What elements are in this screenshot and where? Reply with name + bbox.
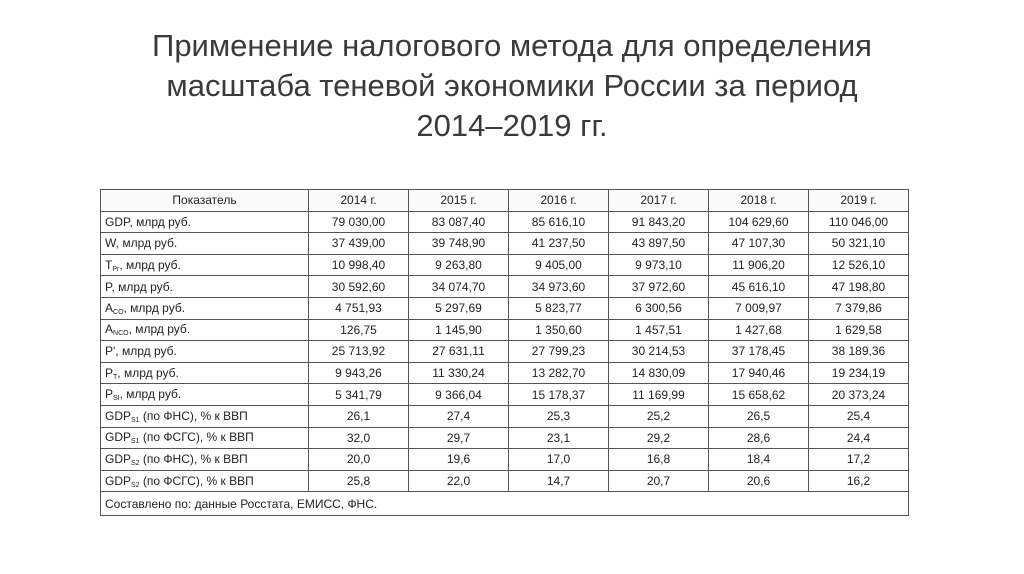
value-cell: 17,2 — [809, 449, 909, 471]
header-year: 2014 г. — [309, 190, 409, 212]
indicator-subscript: S1 — [131, 438, 140, 446]
value-cell: 10 998,40 — [309, 254, 409, 276]
table-row — [101, 470, 909, 492]
indicator-subscript: Pr — [112, 265, 120, 273]
value-cell: 25,8 — [309, 470, 409, 492]
shadow-economy-table — [100, 189, 909, 516]
value-cell: 6 300,56 — [609, 297, 709, 319]
value-cell: 7 009,97 — [709, 297, 809, 319]
value-cell: 1 427,68 — [709, 319, 809, 341]
indicator-subscript: T — [113, 373, 118, 381]
value-cell: 17 940,46 — [709, 362, 809, 384]
header-indicator: Показатель — [101, 190, 309, 212]
indicator-symbol: P — [105, 387, 114, 402]
indicator-unit: , млрд руб. — [119, 257, 181, 272]
value-cell: 32,0 — [309, 427, 409, 449]
indicator-unit: , млрд руб. — [111, 279, 174, 294]
indicator-unit: , млрд руб. — [115, 236, 178, 251]
table-header-row — [101, 190, 909, 212]
table-row — [101, 341, 909, 363]
indicator-symbol: A — [105, 300, 114, 315]
value-cell: 1 457,51 — [609, 319, 709, 341]
indicator-cell — [101, 319, 309, 341]
value-cell: 9 405,00 — [509, 254, 609, 276]
value-cell: 11 906,20 — [709, 254, 809, 276]
indicator-subscript: CO — [113, 308, 124, 316]
value-cell: 20,7 — [609, 470, 709, 492]
value-cell: 25,4 — [809, 405, 909, 427]
indicator-subscript: NCO — [113, 330, 129, 338]
value-cell: 37 972,60 — [609, 276, 709, 298]
value-cell: 12 526,10 — [809, 254, 909, 276]
value-cell: 41 237,50 — [509, 233, 609, 255]
value-cell: 24,4 — [809, 427, 909, 449]
value-cell: 20,0 — [309, 449, 409, 471]
table-row — [101, 211, 909, 233]
value-cell: 30 592,60 — [309, 276, 409, 298]
indicator-cell — [101, 211, 309, 233]
value-cell: 34 973,60 — [509, 276, 609, 298]
indicator-cell — [101, 427, 309, 449]
slide-title — [60, 26, 964, 146]
indicator-unit: (по ФНС), % к ВВП — [139, 408, 248, 423]
value-cell: 83 087,40 — [409, 211, 509, 233]
table-row — [101, 384, 909, 406]
value-cell: 16,2 — [809, 470, 909, 492]
value-cell: 17,0 — [509, 449, 609, 471]
value-cell: 29,2 — [609, 427, 709, 449]
indicator-symbol: T — [105, 257, 113, 272]
value-cell: 29,7 — [409, 427, 509, 449]
value-cell: 23,1 — [509, 427, 609, 449]
indicator-unit: , млрд руб. — [115, 344, 177, 359]
indicator-symbol: P — [105, 365, 114, 380]
value-cell: 22,0 — [409, 470, 509, 492]
indicator-symbol: GDP — [105, 451, 132, 466]
value-cell: 16,8 — [609, 449, 709, 471]
header-year: 2016 г. — [509, 190, 609, 212]
header-year: 2015 г. — [409, 190, 509, 212]
value-cell: 11 169,99 — [609, 384, 709, 406]
value-cell: 85 616,10 — [509, 211, 609, 233]
indicator-cell — [101, 449, 309, 471]
indicator-cell — [101, 341, 309, 363]
table-row — [101, 405, 909, 427]
data-table-container — [100, 189, 908, 516]
value-cell: 13 282,70 — [509, 362, 609, 384]
value-cell: 25,3 — [509, 405, 609, 427]
value-cell: 79 030,00 — [309, 211, 409, 233]
value-cell: 9 973,10 — [609, 254, 709, 276]
value-cell: 19 234,19 — [809, 362, 909, 384]
value-cell: 14 830,09 — [609, 362, 709, 384]
value-cell: 39 748,90 — [409, 233, 509, 255]
indicator-unit: , млрд руб. — [117, 365, 179, 380]
header-year: 2018 г. — [709, 190, 809, 212]
indicator-cell — [101, 233, 309, 255]
value-cell: 37 178,45 — [709, 341, 809, 363]
indicator-cell — [101, 362, 309, 384]
indicator-cell — [101, 276, 309, 298]
table-row — [101, 449, 909, 471]
value-cell: 34 074,70 — [409, 276, 509, 298]
indicator-unit: , млрд руб. — [119, 387, 182, 402]
table-row — [101, 427, 909, 449]
indicator-symbol: P' — [105, 344, 116, 359]
value-cell: 9 366,04 — [409, 384, 509, 406]
value-cell: 1 629,58 — [809, 319, 909, 341]
value-cell: 110 046,00 — [809, 211, 909, 233]
title-line-3: 2014–2019 гг. — [416, 108, 608, 143]
indicator-subscript: SI — [113, 395, 120, 403]
value-cell: 20,6 — [709, 470, 809, 492]
value-cell: 30 214,53 — [609, 341, 709, 363]
table-row — [101, 362, 909, 384]
indicator-unit: (по ФСГС), % к ВВП — [139, 430, 254, 445]
value-cell: 43 897,50 — [609, 233, 709, 255]
table-body — [101, 211, 909, 492]
value-cell: 47 107,30 — [709, 233, 809, 255]
table-row — [101, 319, 909, 341]
value-cell: 1 350,60 — [509, 319, 609, 341]
value-cell: 38 189,36 — [809, 341, 909, 363]
header-year: 2019 г. — [809, 190, 909, 212]
value-cell: 27 631,11 — [409, 341, 509, 363]
title-line-2: масштаба теневой экономики России за период — [166, 68, 858, 103]
indicator-subscript: S2 — [131, 481, 140, 489]
value-cell: 50 321,10 — [809, 233, 909, 255]
title-line-1: Применение налогового метода для определения — [152, 28, 872, 63]
value-cell: 18,4 — [709, 449, 809, 471]
indicator-subscript: S1 — [131, 416, 140, 424]
value-cell: 11 330,24 — [409, 362, 509, 384]
indicator-symbol: GDP — [105, 214, 130, 229]
value-cell: 1 145,90 — [409, 319, 509, 341]
table-row — [101, 276, 909, 298]
indicator-symbol: A — [105, 322, 114, 337]
value-cell: 25,2 — [609, 405, 709, 427]
value-cell: 91 843,20 — [609, 211, 709, 233]
value-cell: 27,4 — [409, 405, 509, 427]
indicator-symbol: GDP — [105, 430, 132, 445]
value-cell: 26,1 — [309, 405, 409, 427]
indicator-cell — [101, 470, 309, 492]
value-cell: 9 943,26 — [309, 362, 409, 384]
indicator-symbol: GDP — [105, 473, 132, 488]
value-cell: 9 263,80 — [409, 254, 509, 276]
value-cell: 5 297,69 — [409, 297, 509, 319]
indicator-symbol: W — [105, 236, 116, 251]
indicator-symbol: P — [105, 279, 112, 294]
indicator-unit: , млрд руб. — [128, 322, 191, 337]
indicator-unit: , млрд руб. — [123, 300, 186, 315]
indicator-cell — [101, 297, 309, 319]
value-cell: 25 713,92 — [309, 341, 409, 363]
table-row — [101, 254, 909, 276]
value-cell: 37 439,00 — [309, 233, 409, 255]
value-cell: 15 178,37 — [509, 384, 609, 406]
value-cell: 5 823,77 — [509, 297, 609, 319]
value-cell: 104 629,60 — [709, 211, 809, 233]
value-cell: 45 616,10 — [709, 276, 809, 298]
indicator-symbol: GDP — [105, 408, 132, 423]
indicator-cell — [101, 384, 309, 406]
value-cell: 27 799,23 — [509, 341, 609, 363]
value-cell: 19,6 — [409, 449, 509, 471]
value-cell: 14,7 — [509, 470, 609, 492]
value-cell: 5 341,79 — [309, 384, 409, 406]
value-cell: 7 379,86 — [809, 297, 909, 319]
indicator-unit: (по ФСГС), % к ВВП — [139, 473, 254, 488]
table-row — [101, 297, 909, 319]
value-cell: 26,5 — [709, 405, 809, 427]
value-cell: 28,6 — [709, 427, 809, 449]
indicator-unit: , млрд руб. — [129, 214, 192, 229]
header-year: 2017 г. — [609, 190, 709, 212]
source-note: Составлено по: данные Росстата, ЕМИСС, ФНС. — [101, 492, 909, 516]
indicator-subscript: S2 — [131, 459, 140, 467]
table-row — [101, 233, 909, 255]
value-cell: 15 658,62 — [709, 384, 809, 406]
value-cell: 20 373,24 — [809, 384, 909, 406]
indicator-cell — [101, 405, 309, 427]
indicator-cell — [101, 254, 309, 276]
indicator-unit: (по ФНС), % к ВВП — [139, 451, 248, 466]
value-cell: 47 198,80 — [809, 276, 909, 298]
value-cell: 4 751,93 — [309, 297, 409, 319]
source-row — [101, 492, 909, 516]
value-cell: 126,75 — [309, 319, 409, 341]
